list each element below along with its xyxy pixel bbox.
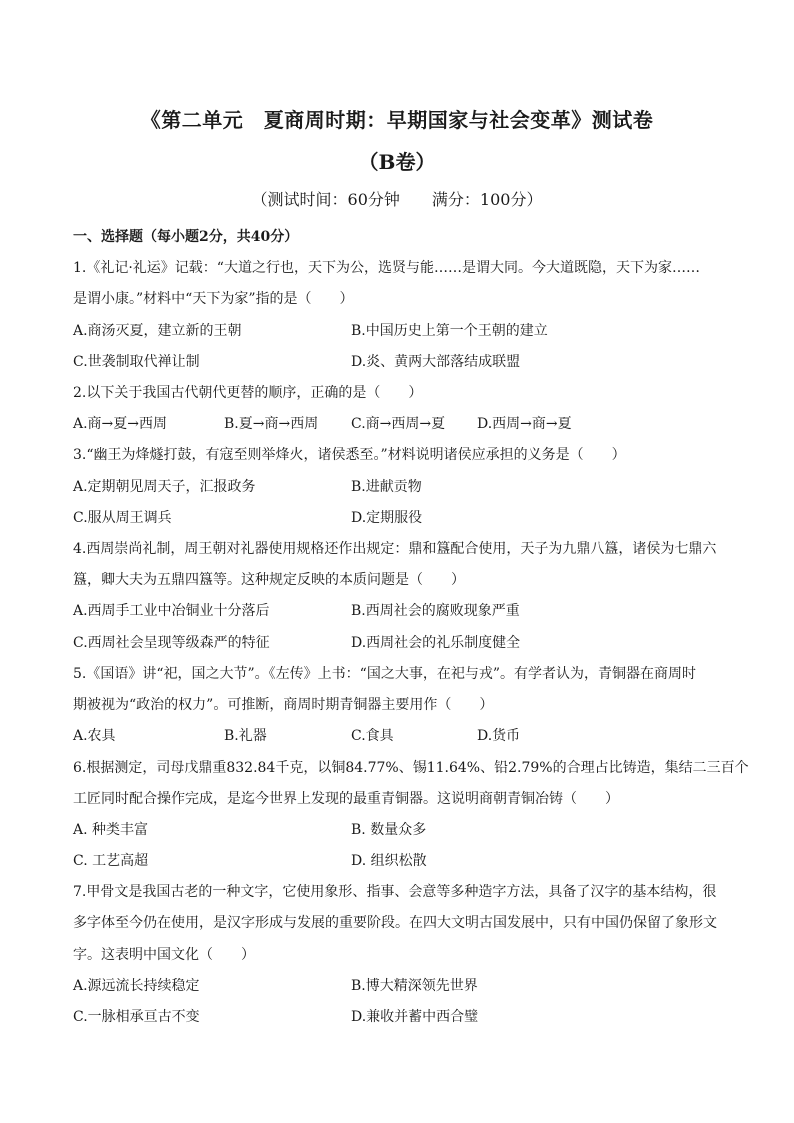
question-2-line-1: 2.以下关于我国古代朝代更替的顺序，正确的是（ ） — [73, 385, 423, 401]
question-6-line-1: 6.根据测定，司母戊鼎重832.84千克，以铜84.77%、锡11.64%、铅2.79%的合理占比铸造，集结二三百个 — [73, 760, 749, 776]
question-2-option-c[interactable]: C.商→西周→夏 — [351, 416, 446, 432]
question-1-option-c[interactable]: C.世袭制取代禅让制 — [73, 354, 200, 370]
question-7-option-b[interactable]: B.博大精深领先世界 — [351, 978, 478, 994]
question-1-option-b[interactable]: B.中国历史上第一个王朝的建立 — [351, 323, 548, 339]
question-3-option-d[interactable]: D.定期服役 — [351, 510, 423, 526]
question-4-line-2: 簋，卿大夫为五鼎四簋等。这种规定反映的本质问题是（ ） — [73, 572, 465, 588]
question-3-option-a[interactable]: A.定期朝见周天子，汇报政务 — [73, 479, 256, 495]
question-6-line-2: 工匠同时配合操作完成，是迄今世界上发现的最重青铜器。这说明商朝青铜冶铸（ ） — [73, 791, 619, 807]
question-4-line-1: 4.西周崇尚礼制，周王朝对礼器使用规格还作出规定：鼎和簋配合使用，天子为九鼎八簋，诸侯为七鼎六 — [73, 541, 717, 557]
question-4-option-b[interactable]: B.西周社会的腐败现象严重 — [351, 603, 520, 619]
question-4-option-d[interactable]: D.西周社会的礼乐制度健全 — [351, 635, 521, 651]
question-3-line-1: 3.“幽王为烽燧打鼓，有寇至则举烽火，诸侯悉至。”材料说明诸侯应承担的义务是（ ） — [73, 447, 626, 463]
question-6-option-c[interactable]: C. 工艺高超 — [73, 853, 149, 869]
question-6-option-d[interactable]: D. 组织松散 — [351, 853, 427, 869]
exam-info: （测试时间：60分钟 满分：100分） — [251, 190, 543, 209]
question-5-option-b[interactable]: B.礼器 — [224, 728, 267, 744]
question-5-option-a[interactable]: A.农具 — [73, 728, 116, 744]
question-3-option-b[interactable]: B.进献贡物 — [351, 479, 422, 495]
question-5-option-d[interactable]: D.货币 — [477, 728, 521, 744]
question-1-line-1: 1.《礼记·礼运》记载：“大道之行也，天下为公，选贤与能……是谓大同。今大道既隐，天下为家…… — [73, 260, 700, 276]
question-1-option-a[interactable]: A.商汤灭夏，建立新的王朝 — [73, 323, 242, 339]
question-2-option-a[interactable]: A.商→夏→西周 — [73, 416, 168, 432]
question-6-option-a[interactable]: A. 种类丰富 — [73, 822, 149, 838]
question-1-line-2: 是谓小康。”材料中“天下为家”指的是（ ） — [73, 291, 354, 307]
question-7-line-1: 7.甲骨文是我国古老的一种文字，它使用象形、指事、会意等多种造字方法，具备了汉字的基本结构，很 — [73, 884, 717, 900]
question-2-option-d[interactable]: D.西周→商→夏 — [477, 416, 572, 432]
question-7-line-3: 字。这表明中国文化（ ） — [73, 947, 255, 963]
question-1-option-d[interactable]: D.炎、黄两大部落结成联盟 — [351, 354, 521, 370]
question-5-line-1: 5.《国语》讲“祀，国之大节”。《左传》上书：“国之大事，在祀与戎”。有学者认为，青铜器在商周时 — [73, 666, 696, 682]
question-7-option-d[interactable]: D.兼收并蓄中西合璧 — [351, 1009, 479, 1025]
question-5-line-2: 期被视为“政治的权力”。可推断，商周时期青铜器主要用作（ ） — [73, 697, 494, 713]
exam-title: 《第二单元 夏商周时期：早期国家与社会变革》测试卷 — [140, 108, 654, 132]
question-6-option-b[interactable]: B. 数量众多 — [351, 822, 427, 838]
section-heading: 一、选择题（每小题2分，共40分） — [73, 229, 299, 245]
question-2-option-b[interactable]: B.夏→商→西周 — [224, 416, 319, 432]
question-4-option-a[interactable]: A.西周手工业中冶铜业十分落后 — [73, 603, 270, 619]
question-7-line-2: 多字体至今仍在使用，是汉字形成与发展的重要阶段。在四大文明古国发展中，只有中国仍保留了象形文 — [73, 915, 717, 931]
question-3-option-c[interactable]: C.服从周王调兵 — [73, 510, 172, 526]
exam-subtitle: （B卷） — [358, 150, 436, 174]
question-5-option-c[interactable]: C.食具 — [351, 728, 394, 744]
question-7-option-a[interactable]: A.源远流长持续稳定 — [73, 978, 200, 994]
question-4-option-c[interactable]: C.西周社会呈现等级森严的特征 — [73, 635, 270, 651]
question-7-option-c[interactable]: C.一脉相承亘古不变 — [73, 1009, 200, 1025]
